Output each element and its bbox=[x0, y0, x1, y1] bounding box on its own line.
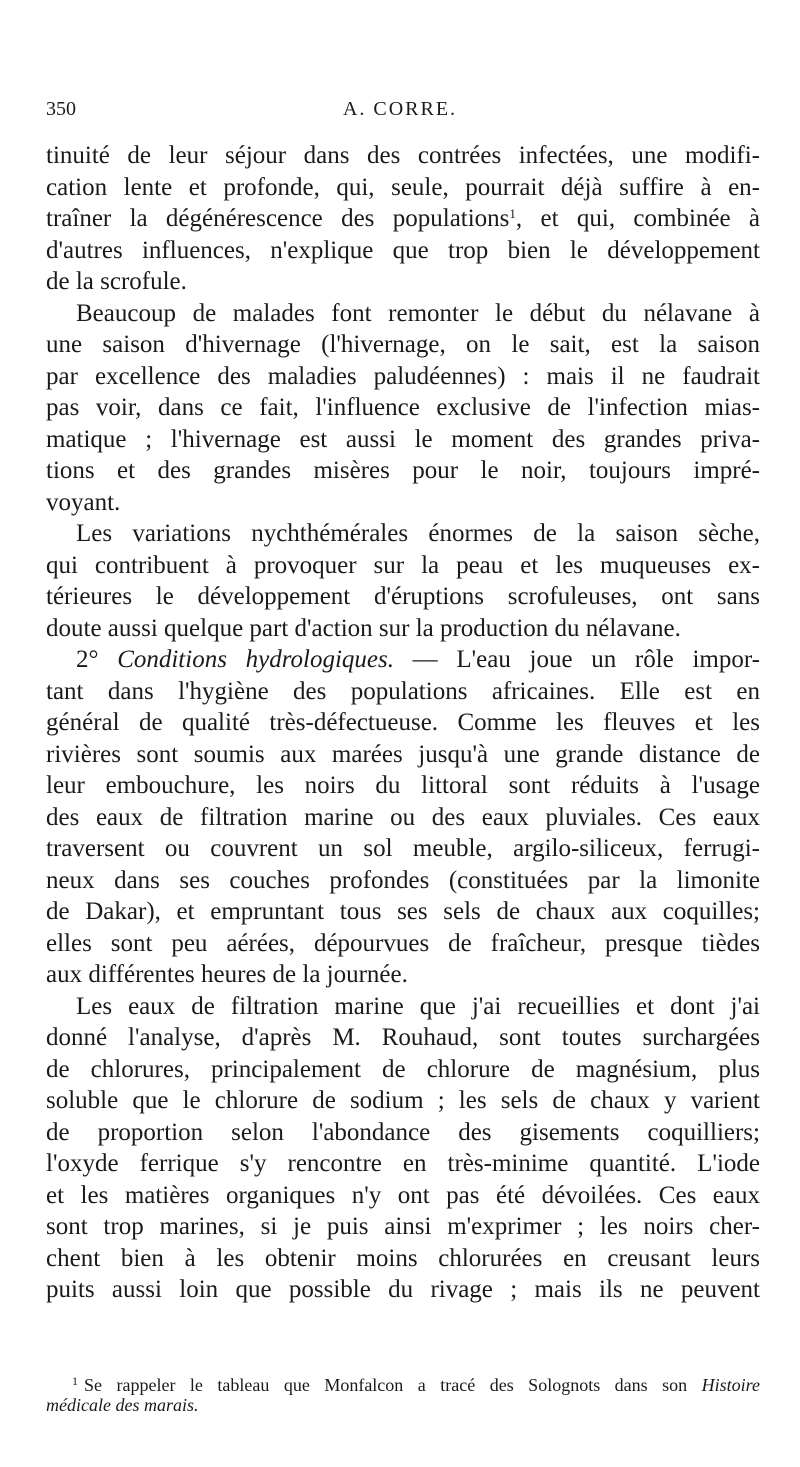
text-line: traversent ou couvrent un sol meuble, argilo-siliceux, ferrugi- bbox=[46, 835, 760, 862]
text-line: Les variations nychthémérales énormes de la saison sèche, bbox=[76, 520, 760, 547]
text-line: de chlorures, principalement de chlorure de magnésium, plus bbox=[46, 1055, 760, 1083]
text-line: voyant. bbox=[46, 488, 121, 516]
text-line: tant dans l'hygiène des populations africaines. Elle est en bbox=[46, 677, 760, 705]
text-line: pas voir, dans ce fait, l'influence exclusive de l'infection mias- bbox=[46, 394, 760, 421]
text-segment: traîner la dégénérescence des populations bbox=[46, 205, 510, 232]
text-line: l'oxyde ferrique s'y rencontre en très-minime quantité. L'iode bbox=[46, 1150, 760, 1177]
running-head: A. CORRE. bbox=[342, 98, 458, 120]
text-line: des eaux de filtration marine ou des eaux pluviales. Ces eaux bbox=[46, 803, 760, 831]
text-line: soluble que le chlorure de sodium ; les sels de chaux y varient bbox=[46, 1087, 760, 1114]
text-line: puits aussi loin que possible du rivage ; mais ils ne peuvent bbox=[46, 1276, 760, 1303]
text-line: tinuité de leur séjour dans des contrées infectées, une modifi- bbox=[46, 142, 760, 169]
text-line: de proportion selon l'abondance des gisements coquilliers; bbox=[46, 1118, 760, 1146]
page-number: 350 bbox=[46, 98, 76, 120]
page-header bbox=[46, 98, 754, 128]
footnote-italic: Histoire bbox=[701, 1375, 760, 1395]
section-number: 2° bbox=[76, 646, 118, 673]
text-line: de la scrofule. bbox=[46, 268, 187, 295]
footnote-line bbox=[46, 1369, 760, 1393]
text-line: sont trop marines, si je puis ainsi m'exprimer ; les noirs cher- bbox=[46, 1213, 760, 1240]
text-line: tions et des grandes misères pour le noir, toujours impré- bbox=[46, 457, 760, 484]
text-line: général de qualité très-défectueuse. Comme les fleuves et les bbox=[46, 709, 760, 736]
text-segment: , et qui, combinée à bbox=[515, 205, 761, 232]
text-line: rivières sont soumis aux marées jusqu'à une grande distance de bbox=[46, 740, 760, 768]
text-line: Beaucoup de malades font remonter le début du nélavane à bbox=[76, 299, 760, 327]
text-line: leur embouchure, les noirs du littoral sont réduits à l'usage bbox=[46, 772, 760, 799]
text-line: matique ; l'hivernage est aussi le moment des grandes priva- bbox=[46, 425, 760, 453]
footnote-text: Se rappeler le tableau que Monfalcon a tracé des Solognots dans son bbox=[84, 1375, 702, 1395]
text-line: donné l'analyse, d'après M. Rouhaud, sont toutes surchargées bbox=[46, 1024, 760, 1051]
text-line: doute aussi quelque part d'action sur la production du nélavane. bbox=[46, 614, 681, 642]
section-heading-line bbox=[46, 644, 760, 676]
text-line: aux différentes heures de la journée. bbox=[46, 961, 408, 988]
text-line: elles sont peu aérées, dépourvues de fraîcheur, presque tièdes bbox=[46, 929, 760, 957]
text-line: par excellence des maladies paludéennes) : mais il ne faudrait bbox=[46, 362, 760, 390]
footnote-line: médicale des marais. bbox=[46, 1395, 199, 1415]
text-line bbox=[46, 203, 760, 235]
footnote bbox=[46, 1369, 760, 1417]
text-line: d'autres influences, n'explique que trop bien le développement bbox=[46, 236, 760, 264]
footnote-reference: 1 bbox=[509, 206, 516, 222]
text-line: Les eaux de filtration marine que j'ai recueillies et dont j'ai bbox=[76, 992, 760, 1020]
section-title: Conditions hydrologiques. bbox=[117, 646, 394, 673]
footnote-marker: 1 bbox=[72, 1374, 78, 1388]
text-line: térieures le développement d'éruptions scrofuleuses, ont sans bbox=[46, 583, 760, 610]
text-line: et les matières organiques n'y ont pas été dévoilées. Ces eaux bbox=[46, 1181, 760, 1209]
text-line: neux dans ses couches profondes (constituées par la limonite bbox=[46, 866, 760, 894]
text-segment: — L'eau joue un rôle impor- bbox=[393, 646, 761, 673]
text-line: de Dakar), et empruntant tous ses sels de chaux aux coquilles; bbox=[46, 898, 760, 925]
text-line: chent bien à les obtenir moins chlorurées en creusant leurs bbox=[46, 1244, 760, 1272]
body-text bbox=[46, 140, 760, 1306]
text-line: cation lente et profonde, qui, seule, pourrait déjà suffire à en- bbox=[46, 173, 760, 201]
text-line: une saison d'hivernage (l'hivernage, on le sait, est la saison bbox=[46, 331, 760, 358]
text-line: qui contribuent à provoquer sur la peau et les muqueuses ex- bbox=[46, 551, 760, 579]
